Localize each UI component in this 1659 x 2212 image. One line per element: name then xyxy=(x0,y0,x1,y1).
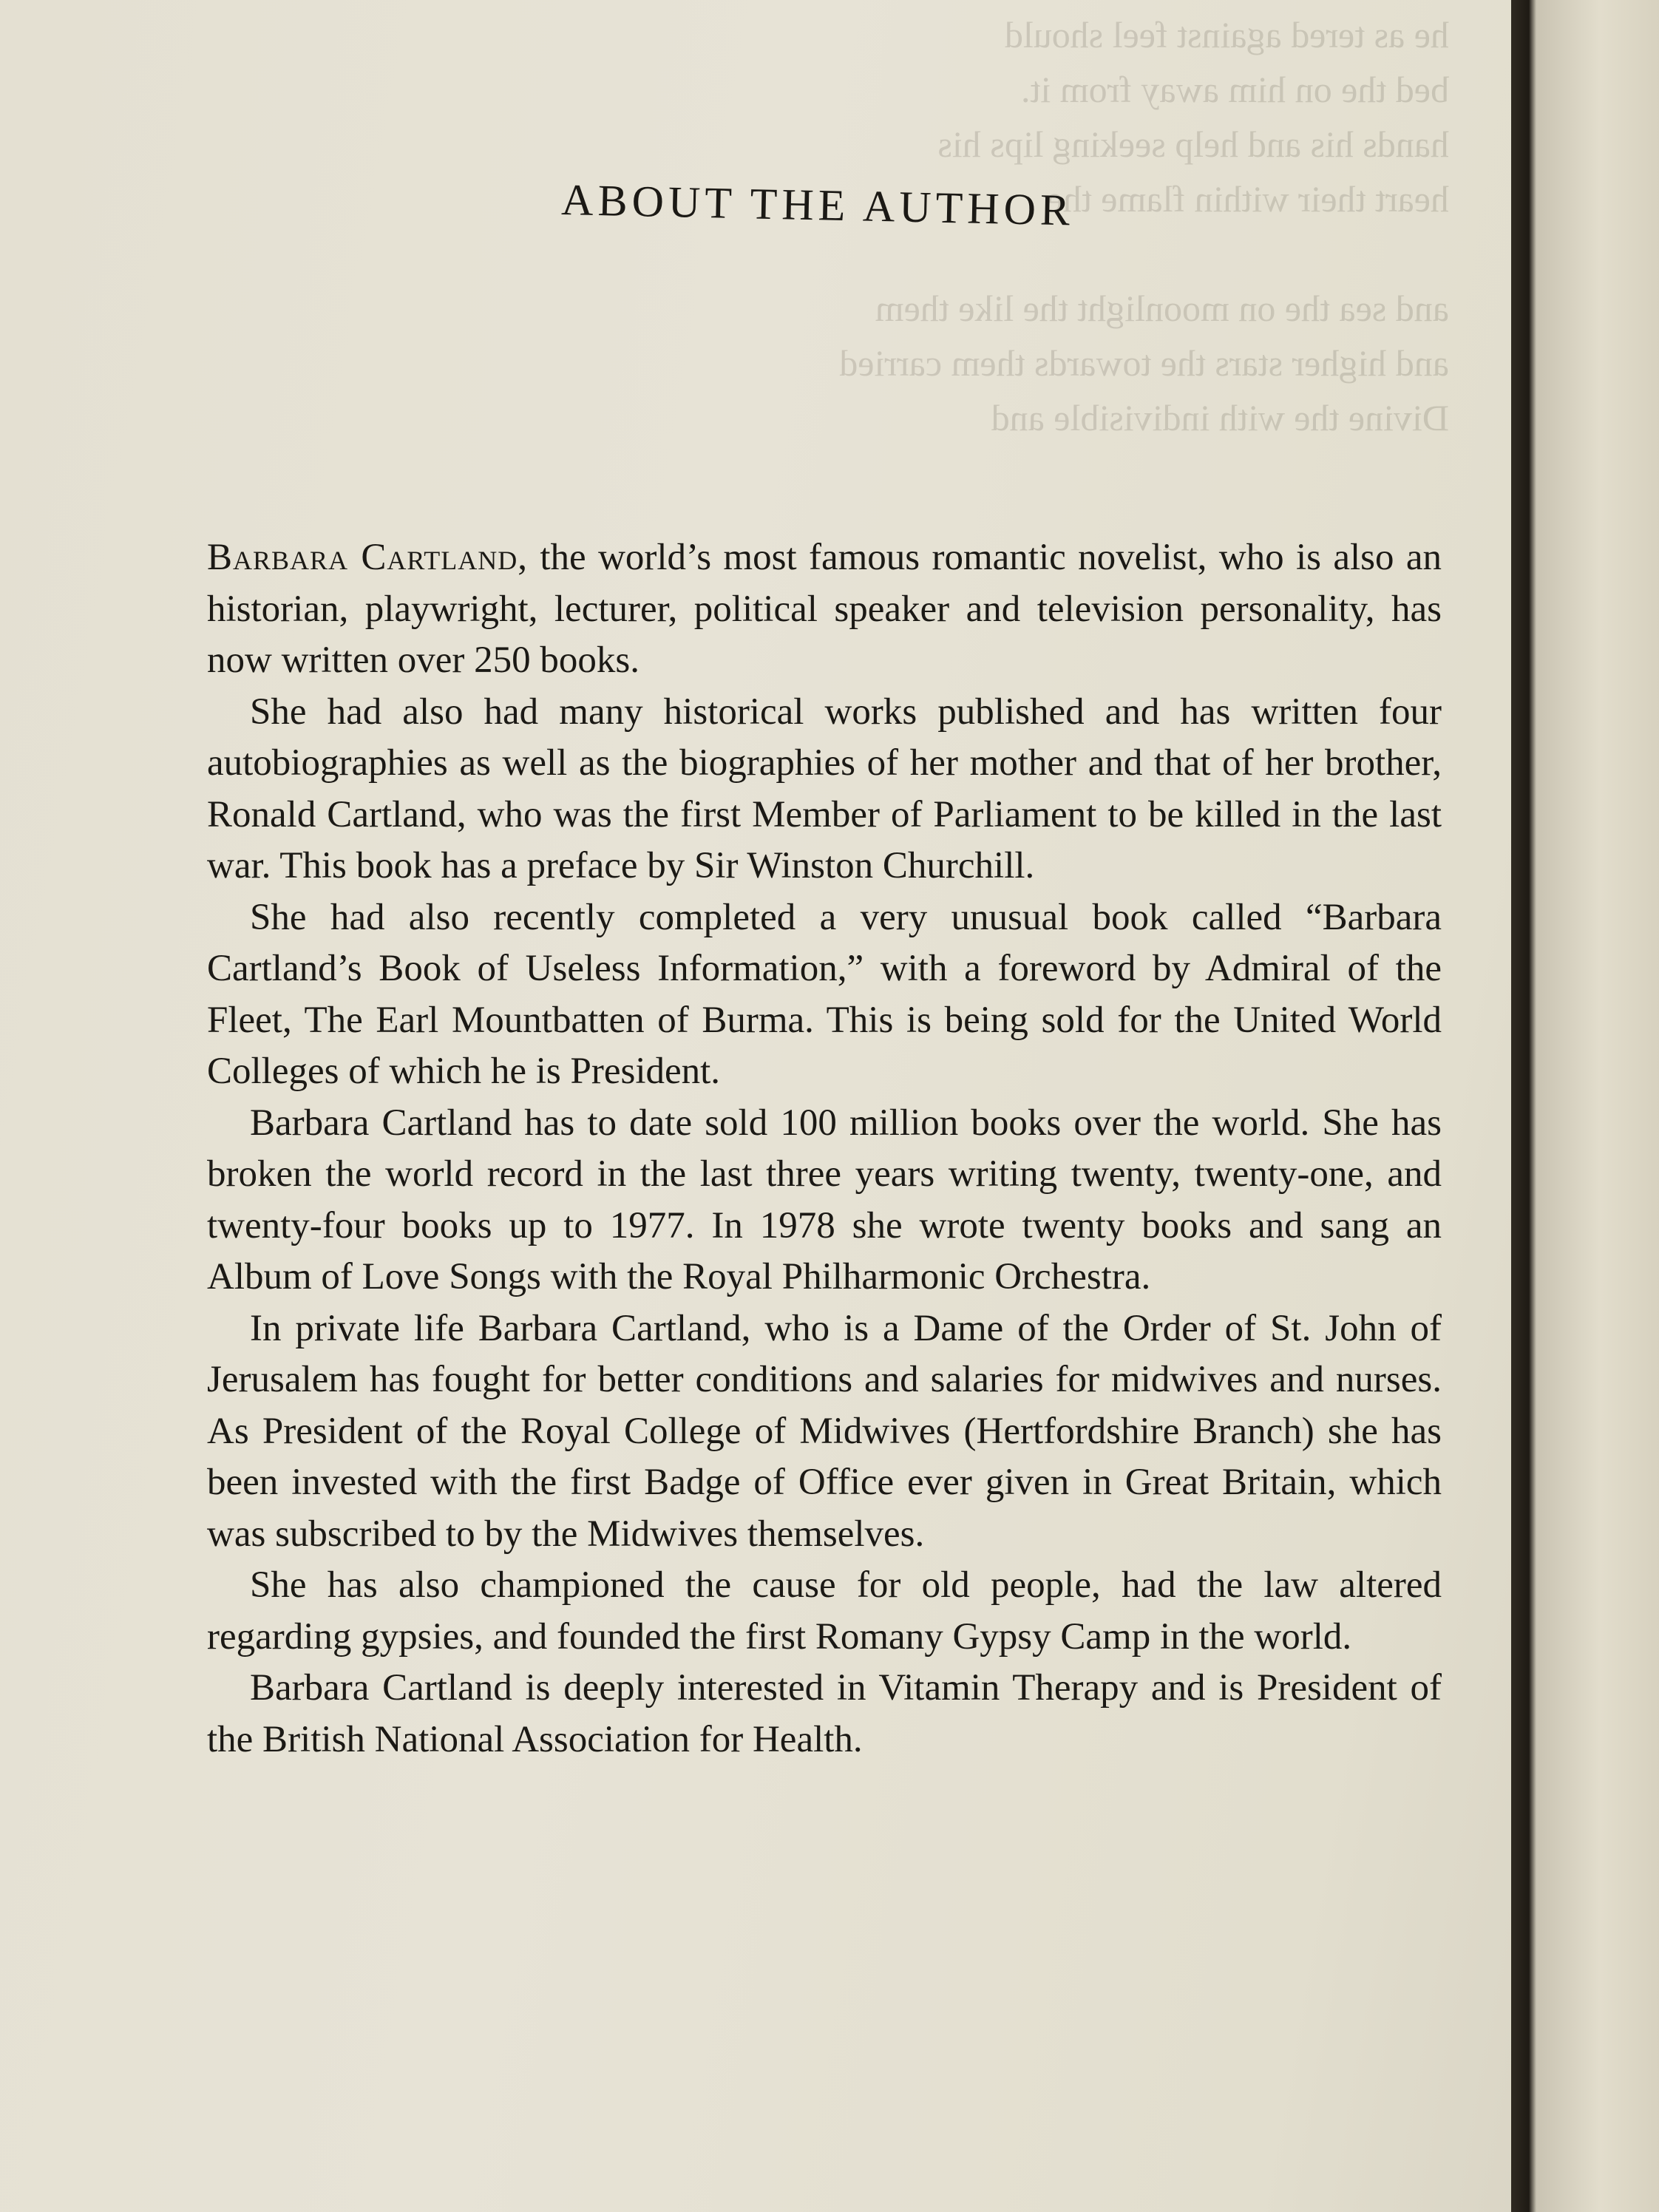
paragraph-7: Barbara Cartland is deeply interested in Vitamin Therapy and is President of the British National Association for Health. xyxy=(207,1667,1442,1760)
paragraph-2: She had also had many historical works published and has written four autobiographies as well as the biographies of her mother and that of her brother, Ronald Cartland, who was the first Member of Parliament to be killed in the last war. This book has a preface by Sir Winston Churchill. xyxy=(207,691,1442,886)
paragraph-3: She had also recently completed a very unusual book called “Barbara Cartland’s Book of Useless Information,” with a foreword by Admiral of the Fleet, The Earl Mountbatten of Burma. This is being sold for the United World Colleges of which he is President. xyxy=(207,896,1442,1092)
paragraph-1 xyxy=(207,532,1442,687)
paragraph-6: She has also championed the cause for old people, had the law altered regarding gypsies, and founded the first Romany Gypsy Camp in the world. xyxy=(207,1564,1442,1658)
show-through-text-top: he as tered against feel should bed the on him away from it. hands his and help seeking lips his heart their within flame the xyxy=(937,14,1449,220)
author-biography xyxy=(207,532,1442,1765)
paragraph-1-text: the world’s most famous romantic novelist, who is also an historian, playwright, lecturer, political speaker and television personality, has now written over 250 books. xyxy=(207,537,1442,681)
page-spine-shadow xyxy=(1511,0,1659,2212)
page-title: ABOUT THE AUTHOR xyxy=(560,174,1075,235)
show-through-text-middle: and sea the on moonlight the like them and higher stars the towards them carried Divine the with indivisible and xyxy=(839,288,1449,438)
paragraph-4: Barbara Cartland has to date sold 100 million books over the world. She has broken the world record in the last three years writing twenty, twenty-one, and twenty-four books up to 1977. In 1978 she wrote twenty books and sang an Album of Love Songs with the Royal Philharmonic Orchestra. xyxy=(207,1102,1442,1297)
author-name-smallcaps: Barbara Cartland, xyxy=(207,537,529,578)
paragraph-5: In private life Barbara Cartland, who is a Dame of the Order of St. John of Jerusalem has fought for better conditions and salaries for midwives and nurses. As President of the Royal College of Midwives (Hertfordshire Branch) she has been invested with the first Badge of Office ever given in Great Britain, which was subscribed to by the Midwives themselves. xyxy=(207,1307,1442,1555)
